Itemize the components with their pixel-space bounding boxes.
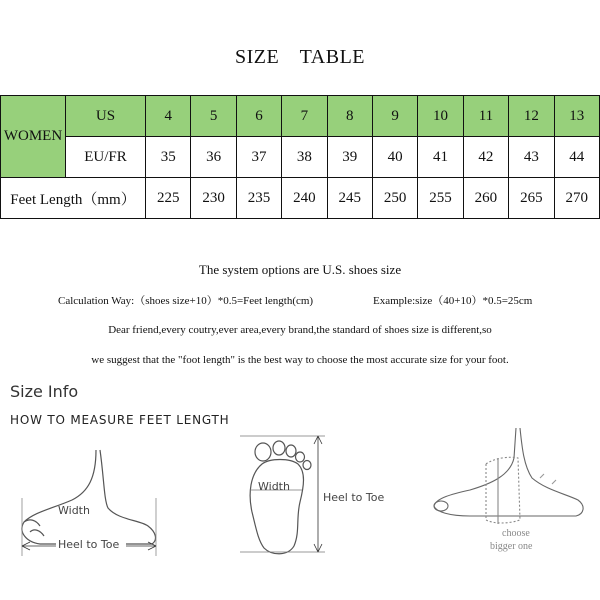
us-size-cell: 9 — [372, 96, 417, 137]
eu-size-cell: 39 — [327, 137, 372, 178]
table-row-feet-length — [1, 178, 600, 219]
calculation-way-note: Calculation Way:（shoes size+10）*0.5=Feet length(cm) — [58, 295, 314, 307]
foot-side-outline — [22, 450, 156, 544]
shoe-outline — [486, 457, 520, 523]
eu-size-cell: 44 — [554, 137, 599, 178]
feet-length-row-label: Feet Length（mm） — [1, 178, 146, 219]
feet-length-cell: 230 — [191, 178, 236, 219]
eu-size-cell: 43 — [509, 137, 554, 178]
bigger-one-label: bigger one — [490, 541, 533, 552]
foot-sole-illustration — [240, 436, 325, 554]
eu-size-cell: 37 — [236, 137, 281, 178]
feet-length-cell: 225 — [146, 178, 191, 219]
size-system-note: The system options are U.S. shoes size — [198, 262, 402, 277]
toe-shape — [303, 461, 311, 470]
foot-measurement-illustrations — [0, 428, 600, 600]
feet-length-cell: 270 — [554, 178, 599, 219]
us-size-cell: 7 — [282, 96, 327, 137]
feet-length-cell: 265 — [509, 178, 554, 219]
size-table-title: SIZE TABLE — [234, 46, 366, 68]
us-size-cell: 13 — [554, 96, 599, 137]
eu-size-cell: 35 — [146, 137, 191, 178]
foot-side-toe-line — [24, 520, 40, 526]
us-size-cell: 12 — [509, 96, 554, 137]
sole-heel-to-toe-label: Heel to Toe — [323, 491, 385, 504]
feet-length-cell: 235 — [236, 178, 281, 219]
measure-feet-subheading: HOW TO MEASURE FEET LENGTH — [10, 413, 230, 427]
size-info-heading: Size Info — [10, 382, 79, 401]
table-row-us — [1, 96, 600, 137]
us-size-cell: 8 — [327, 96, 372, 137]
choose-label: choose — [502, 528, 530, 539]
big-toe-shape — [255, 443, 271, 461]
foot-side-toe-line — [30, 530, 44, 536]
side-width-label: Width — [58, 504, 90, 517]
table-row-eu — [1, 137, 600, 178]
toe-shape — [434, 501, 448, 511]
wrinkle-lines — [540, 474, 556, 484]
foot-in-shoe-illustration — [434, 428, 583, 524]
foot-outline — [434, 428, 583, 516]
us-size-cell: 11 — [463, 96, 508, 137]
eu-row-label: EU/FR — [66, 137, 146, 178]
size-chart-table — [0, 95, 600, 219]
us-size-cell: 6 — [236, 96, 281, 137]
eu-size-cell: 38 — [282, 137, 327, 178]
feet-length-cell: 250 — [372, 178, 417, 219]
us-row-label: US — [66, 96, 146, 137]
feet-length-cell: 260 — [463, 178, 508, 219]
toe-shape — [273, 441, 285, 455]
foot-length-suggestion-note: we suggest that the "foot length" is the best way to choose the most accurate size for your foot. — [91, 354, 509, 366]
feet-length-cell: 255 — [418, 178, 463, 219]
example-note: Example:size（40+10）*0.5=25cm — [373, 295, 533, 307]
us-size-cell: 5 — [191, 96, 236, 137]
women-group-label: WOMEN — [1, 96, 66, 178]
feet-length-cell: 240 — [282, 178, 327, 219]
toe-shape — [296, 452, 305, 462]
eu-size-cell: 42 — [463, 137, 508, 178]
feet-length-cell: 245 — [327, 178, 372, 219]
us-size-cell: 4 — [146, 96, 191, 137]
standard-difference-note: Dear friend,every coutry,ever area,every brand,the standard of shoes size is different,so — [108, 324, 492, 336]
toe-shape — [286, 445, 296, 457]
eu-size-cell: 40 — [372, 137, 417, 178]
side-heel-to-toe-label: Heel to Toe — [58, 538, 120, 551]
us-size-cell: 10 — [418, 96, 463, 137]
sole-width-label: Width — [258, 480, 290, 493]
sole-outline — [250, 460, 303, 554]
eu-size-cell: 41 — [418, 137, 463, 178]
eu-size-cell: 36 — [191, 137, 236, 178]
